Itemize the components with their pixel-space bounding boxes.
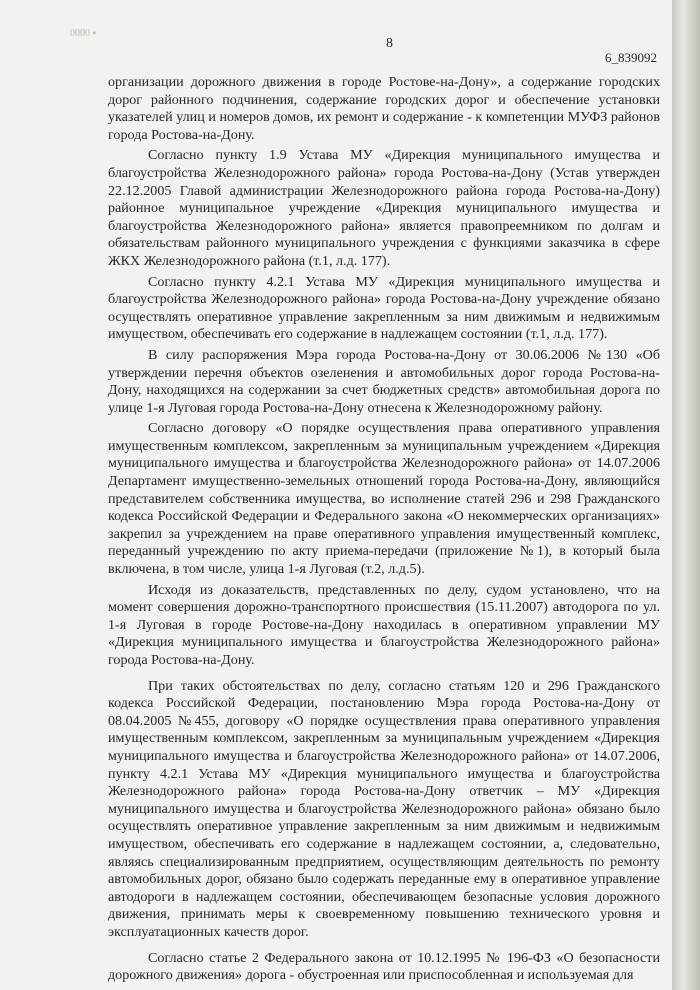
paragraph: Исходя из доказательств, представленных по делу, судом установлено, что на момент совершения дорожно-транспортного происшествия (15.11.2007) автодорога по ул. 1-я Луговая в городе Ростове-на-Дону находилась в оперативном управлении МУ «Дирекция муниципального имущества и благоустройства Железнодорожного района» города Ростова-на-Дону. bbox=[108, 581, 660, 668]
paragraph: В силу распоряжения Мэра города Ростова-на-Дону от 30.06.2006 №130 «Об утверждении перечня объектов озеленения и автомобильных дорог города Ростова-на-Дону, находящихся на содержании за счет бюджетных средств» автомобильная дорога по улице 1-я Луговая города Ростова-на-Дону отнесена к Железнодорожному району. bbox=[108, 346, 660, 416]
paragraph: При таких обстоятельствах по делу, согласно статьям 120 и 296 Гражданского кодекса Российской Федерации, постановлению Мэра города Ростова-на-Дону от 08.04.2005 №455, договору «О порядке осуществления права оперативного управления имущественным комплексом, закрепленным за муниципальным учреждением «Дирекция муниципального имущества и благоустройства Железнодорожного района» от 14.07.2006, пункту 4.2.1 Устава МУ «Дирекция муниципального имущества и благоустройства Железнодорожного района» города Ростова-на-Дону ответчик – МУ «Дирекция муниципального имущества и благоустройства Железнодорожного района» обязано было осуществлять оперативное управление закрепленным за ним движимым и недвижимым имуществом, обеспечивать его содержание в надлежащем состоянии, а, следовательно, являясь специализированным предприятием, осуществляющим деятельность по ремонту автомобильных дорог, обязано было содержать переданные ему в оперативное управление автодороги в надлежащем состоянии, обеспечивающем безопасные условия дорожного движения, принимать меры к своевременному повышению технического уровня и эксплуатационных качеств дорог. bbox=[108, 677, 660, 940]
faint-mark: 0000 ▪ bbox=[70, 28, 97, 39]
paragraph: организации дорожного движения в городе Ростове-на-Дону», а содержание городских дорог районного подчинения, содержание городских дорог и обеспечение установки указателей улиц и номеров домов, их ремонт и содержание - к компетенции МУФЗ районов города Ростова-на-Дону. bbox=[108, 74, 660, 143]
paragraph: Согласно пункту 1.9 Устава МУ «Дирекция муниципального имущества и благоустройства Железнодорожного района» города Ростова-на-Дону (Устав утвержден 22.12.2005 Главой администрации Железнодорожного района города Ростова-на-Дону) районное муниципальное учреждение «Дирекция муниципального имущества и благоустройства Железнодорожного района» является правопреемником по долгам и обязательствам районного муниципального учреждения с функциями заказчика в сфере ЖКХ Железнодорожного района (т.1, л.д. 177). bbox=[108, 147, 660, 269]
paragraph: Согласно пункту 4.2.1 Устава МУ «Дирекция муниципального имущества и благоустройства Железнодорожного района» города Ростова-на-Дону учреждение обязано осуществлять оперативное управление закрепленным за ним движимым и недвижимым имуществом, обеспечивать его содержание в надлежащем состоянии (т.1, л.д. 177). bbox=[108, 273, 660, 343]
page-number: 8 bbox=[386, 36, 393, 51]
paragraph: Согласно статье 2 Федерального закона от 10.12.1995 № 196-ФЗ «О безопасности дорожного движения» дорога - обустроенная или приспособленная и используемая для bbox=[108, 949, 660, 984]
document-code: 6_839092 bbox=[605, 50, 657, 65]
page-edge bbox=[672, 0, 700, 990]
document-body bbox=[108, 74, 660, 988]
paragraph: Согласно договору «О порядке осуществления права оперативного управления имущественным комплексом, закрепленным за муниципальным учреждением «Дирекция муниципального имущества и благоустройства Железнодорожного района» от 14.07.2006 Департамент имущественно-земельных отношений города Ростова-на-Дону, являющийся представителем собственника имущества, во исполнение статей 296 и 298 Гражданского кодекса Российской Федерации и Федерального закона «О некоммерческих организациях» закрепил за учреждением на праве оперативного управления имущественный комплекс, переданный учреждению по акту приема-передачи (приложение №1), в который была включена, в том числе, улица 1-я Луговая (т.2, л.д.5). bbox=[108, 420, 660, 578]
